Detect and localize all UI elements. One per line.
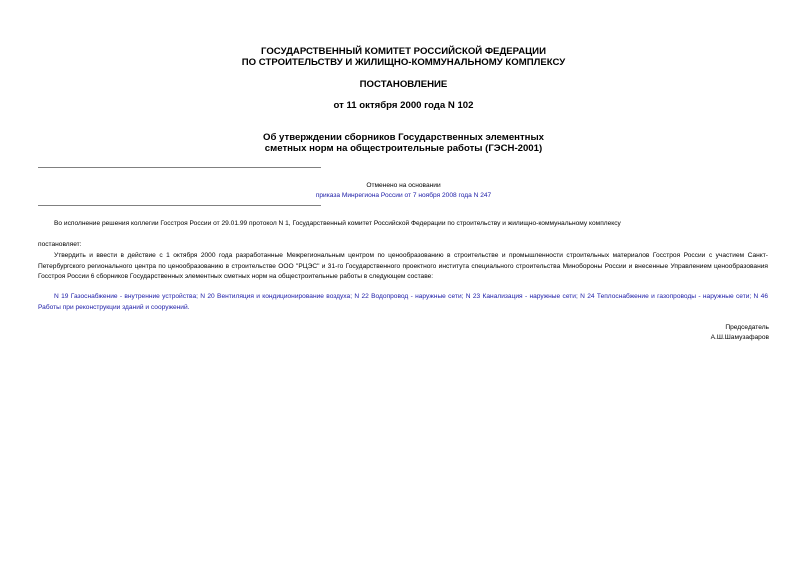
signatory-role: Председатель	[725, 324, 769, 331]
issuer-line-1: ГОСУДАРСТВЕННЫЙ КОМИТЕТ РОССИЙСКОЙ ФЕДЕРАЦИИ	[261, 46, 546, 57]
divider-bottom	[38, 205, 321, 206]
preamble-paragraph: Во исполнение решения коллегии Госстроя России от 29.01.99 протокол N 1, Государственный комитет Российской Федерации по строительству и жилищно-коммунальному комплексу	[54, 220, 621, 227]
document-type: ПОСТАНОВЛЕНИЕ	[359, 79, 448, 90]
document-date-number: от 11 октября 2000 года N 102	[333, 100, 474, 111]
main-paragraph: Утвердить и ввести в действие с 1 октября 2000 года разработанные Межрегиональным центром по ценообразованию в строительстве и промышленности строительных материалов Госстроя России с участием Санкт-Петербургского регионального центра по ценообразованию в строительстве ООО "РЦЭС" и 31-го Государственного проектного института специального строительства Минобороны России и внесенные Управлением ценообразования Госстроя России 6 сборников Государственных элементных сметных норм на общестроительные работы в следующем составе:	[38, 252, 768, 280]
issuer-header	[0, 46, 807, 68]
collections-list-link[interactable]: N 19 Газоснабжение - внутренние устройства; N 20 Вентиляция и кондиционирование воздуха; N 22 Водопровод - наружные сети; N 23 Канализация - наружные сети; N 24 Теплоснабжение и газопроводы - наружные сети; N 46 Работы при реконструкции зданий и сооружений.	[38, 293, 768, 311]
subject-line-1: Об утверждении сборников Государственных элементных	[263, 132, 544, 143]
signatory-name: А.Ш.Шамузафаров	[710, 334, 769, 341]
decree-word: постановляет:	[38, 241, 82, 248]
cancellation-label: Отменено на основании	[366, 182, 441, 189]
subject-line-2: сметных норм на общестроительные работы (ГЭСН-2001)	[264, 143, 543, 154]
cancellation-order-link[interactable]: приказа Минрегиона России от 7 ноября 2008 года N 247	[315, 192, 492, 199]
document-subject	[0, 132, 807, 154]
divider-top	[38, 167, 321, 168]
cancellation-note	[0, 191, 807, 201]
issuer-line-2: ПО СТРОИТЕЛЬСТВУ И ЖИЛИЩНО-КОММУНАЛЬНОМУ КОМПЛЕКСУ	[241, 57, 566, 68]
